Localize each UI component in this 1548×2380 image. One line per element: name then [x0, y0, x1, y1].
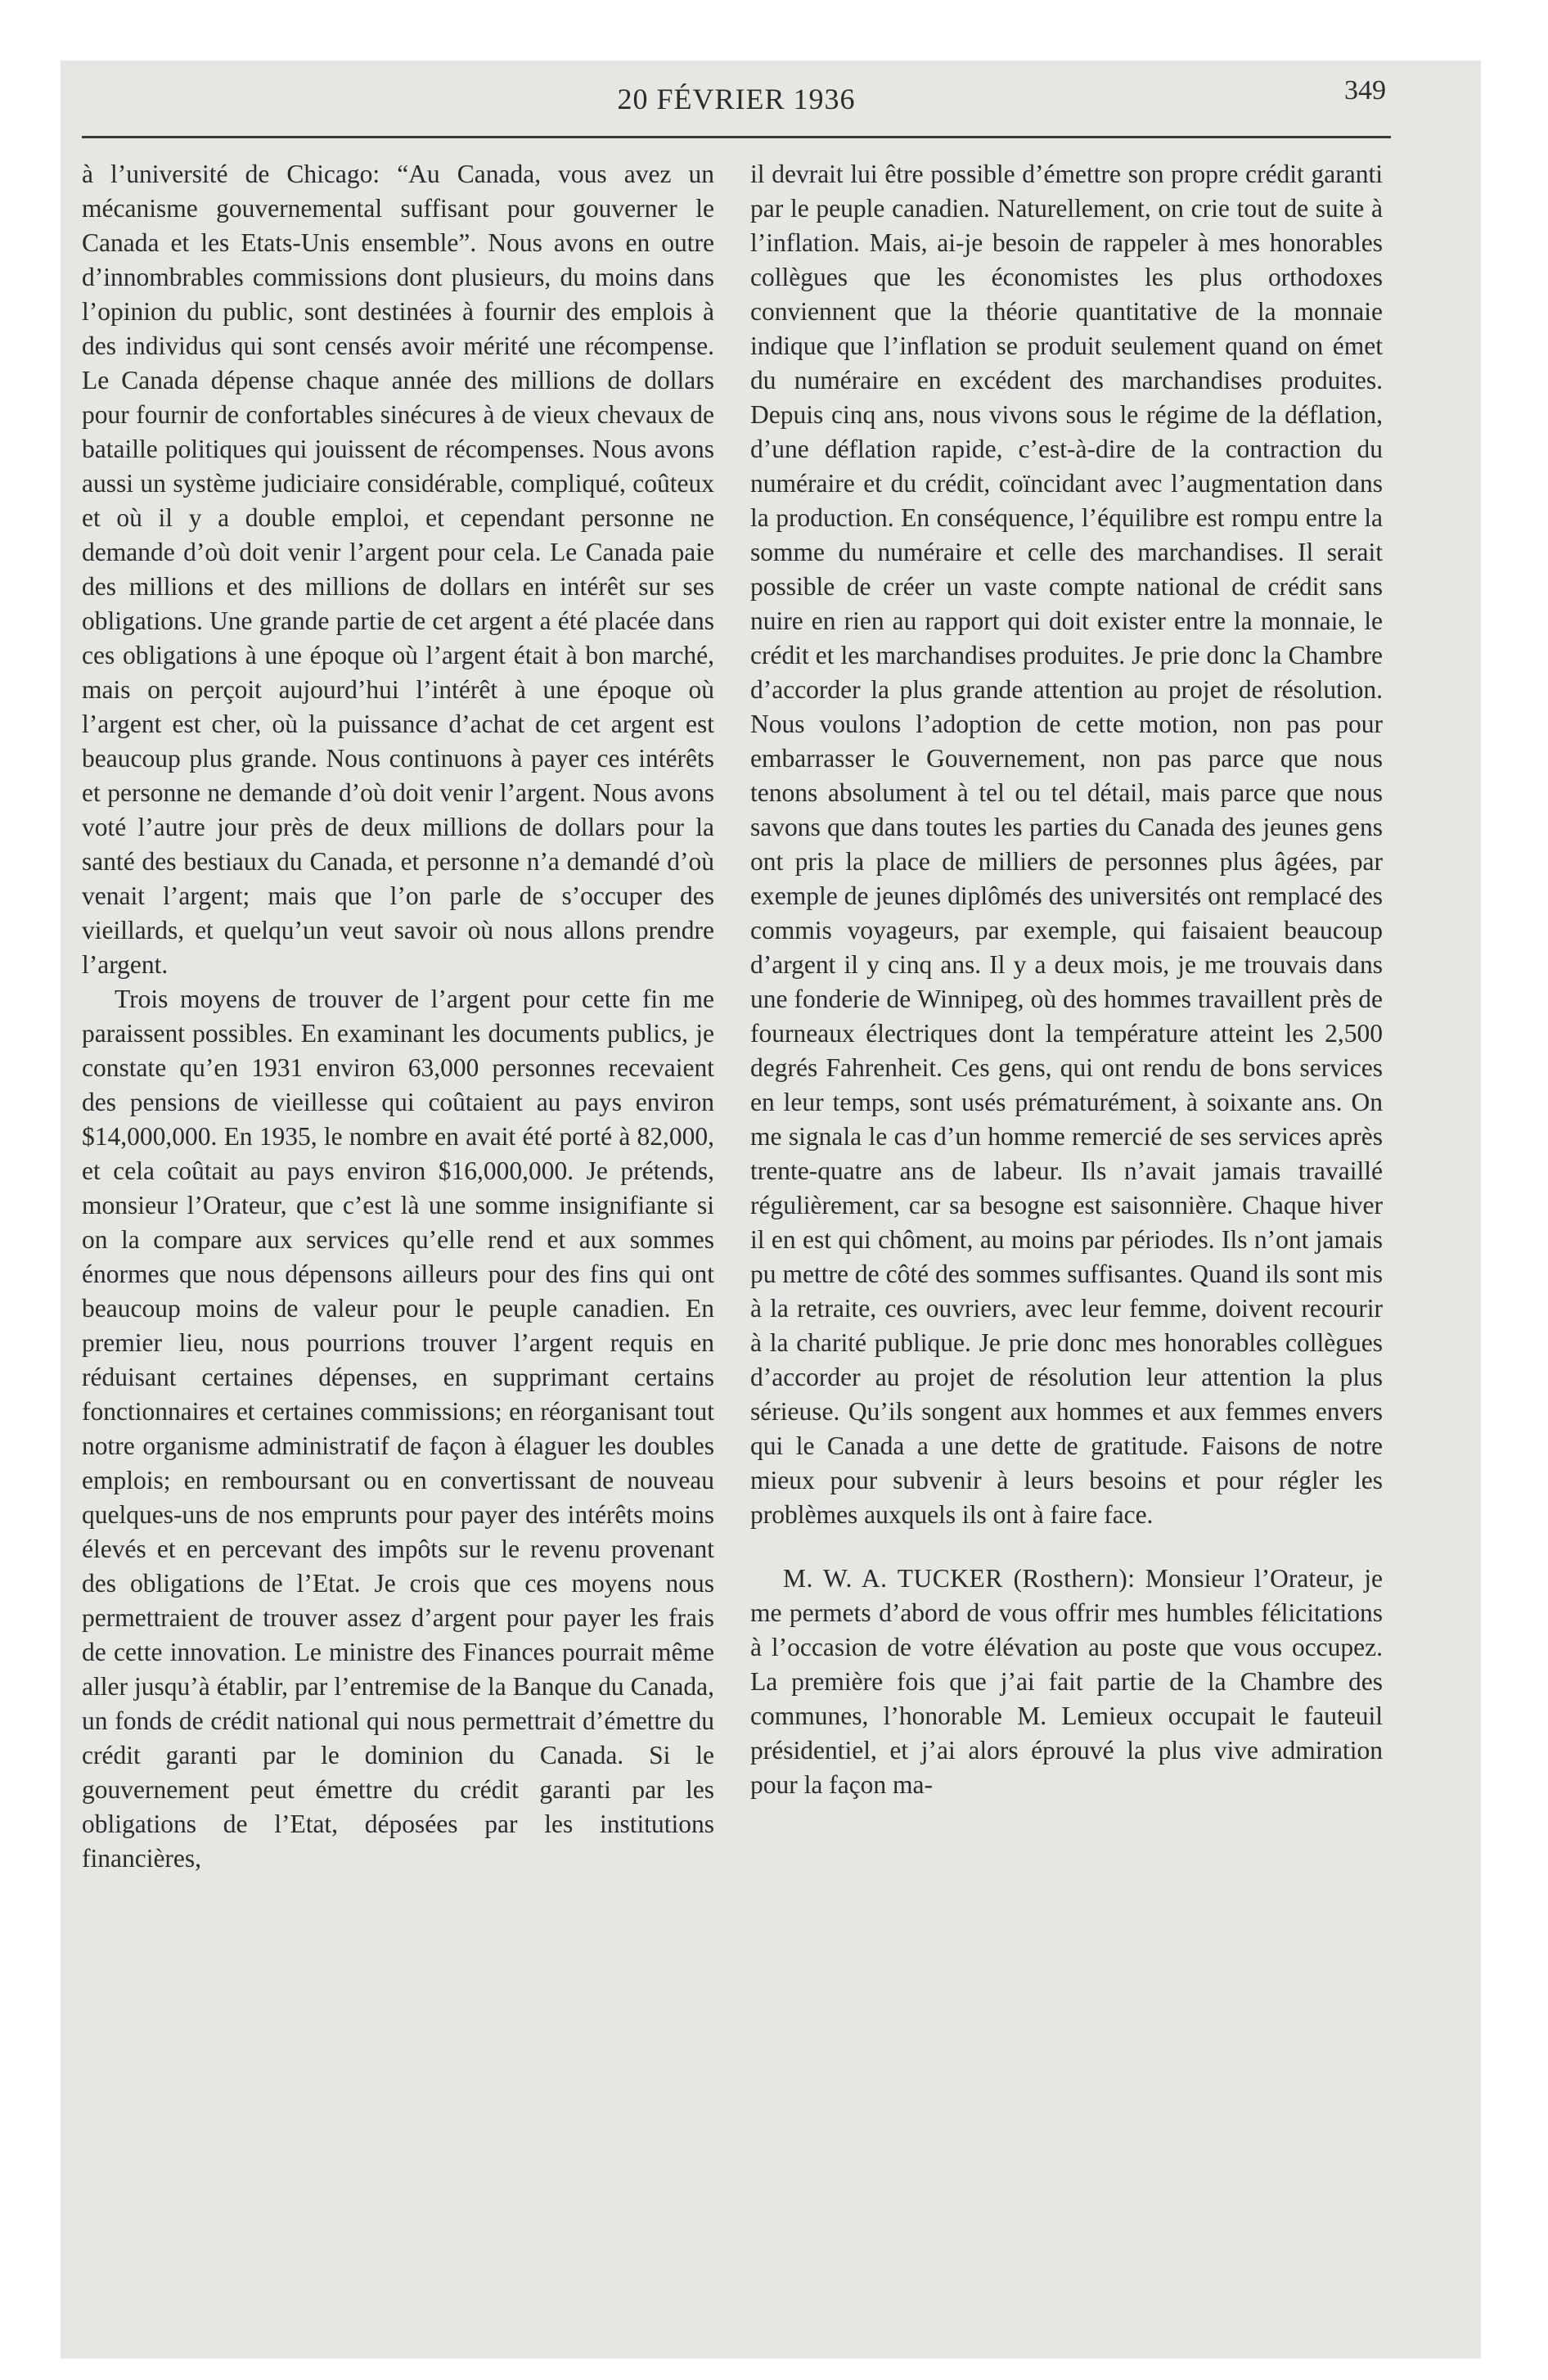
paragraph: il devrait lui être possible d’émettre son propre crédit garanti par le peuple canadien. Naturellement, on crie tout de suite à l’inflation. Mais, ai-je besoin de rappeler à mes honorables collègues que les économistes les plus orthodoxes conviennent que la théorie quantitative de la monnaie indique que l’inflation se produit seulement quand on émet du numéraire en excédent des marchandises produites. Depuis cinq ans, nous vivons sous le régime de la déflation, d’une déflation rapide, c’est-à-dire de la contraction du numéraire et du crédit, coïncidant avec l’augmentation dans la production. En conséquence, l’équilibre est rompu entre la somme du numéraire et celle des marchandises. Il serait possible de créer un vaste compte national de crédit sans nuire en rien au rapport qui doit exister entre la monnaie, le crédit et les marchandises produites. Je prie donc la Chambre d’accorder la plus grande attention au projet de résolution. Nous voulons l’adoption de cette motion, non pas pour embarrasser le Gouvernement, non pas parce que nous tenons absolument à tel ou tel détail, mais parce que nous savons que dans toutes les parties du Canada des jeunes gens ont pris la place de milliers de personnes plus âgées, par exemple de jeunes diplômés des universités ont remplacé des commis voyageurs, par exemple, qui faisaient beaucoup d’argent il y cinq ans. Il y a deux mois, je me trouvais dans une fonderie de Winnipeg, où des hommes travaillent près de fourneaux électriques dont la température atteint les 2,500 degrés Fahrenheit. Ces gens, qui ont rendu de bons services en leur temps, sont usés prématurément, à soixante ans. On me signala le cas d’un homme remercié de ses services après trente-quatre ans de labeur. Ils n’avait jamais travaillé régulièrement, car sa besogne est saisonnière. Chaque hiver il en est qui chôment, au moins par périodes. Ils n’ont jamais pu mettre de côté des sommes suffisantes. Quand ils sont mis à la retraite, ces ouvriers, avec leur femme, doivent recourir à la charité publique. Je prie donc mes honorables collègues d’accorder au projet de résolution leur attention la plus sérieuse. Qu’ils songent aux hommes et aux femmes envers qui le Canada a une dette de gratitude. Faisons de notre mieux pour subvenir à leurs besoins et pour régler les problèmes auxquels ils ont à faire face. [750, 160, 1383, 1529]
paragraph: Trois moyens de trouver de l’argent pour cette fin me paraissent possibles. En examinant les documents publics, je constate qu’en 1931 environ 63,000 personnes recevaient des pensions de vieillesse qui coûtaient au pays environ $14,000,000. En 1935, le nombre en avait été porté à 82,000, et cela coûtait au pays environ $16,000,000. Je prétends, monsieur l’Orateur, que c’est là une somme insignifiante si on la compare aux services qu’elle rend et aux sommes énormes que nous dépensons ailleurs pour des fins qui ont beaucoup moins de valeur pour le peuple canadien. En premier lieu, nous pourrions trouver l’argent requis en réduisant certaines dépenses, en supprimant certains fonctionnaires et certaines commissions; en réorganisant tout notre organisme administratif de façon à élaguer les doubles emplois; en remboursant ou en convertissant de nouveau quelques-uns de nos emprunts pour payer des intérêts moins élevés et en percevant des impôts sur le revenu provenant des obligations de l’Etat. Je crois que ces moyens nous permettraient de trouver assez d’argent pour payer les frais de cette innovation. Le ministre des Finances pourrait même aller jusqu’à établir, par l’entremise de la Banque du Canada, un fonds de crédit national qui nous permettrait d’émettre du crédit garanti par le dominion du Canada. Si le gouvernement peut émettre du crédit garanti par les obligations de l’Etat, déposées par les institutions financières, [82, 985, 714, 1873]
header-rule [82, 136, 1391, 138]
paragraph: à l’université de Chicago: “Au Canada, vous avez un mécanisme gouvernemental suffisant pour gouverner le Canada et les Etats-Unis ensemble”. Nous avons en outre d’innombrables commissions dont plusieurs, du moins dans l’opinion du public, sont destinées à fournir des emplois à des individus qui sont censés avoir mérité une récompense. Le Canada dépense chaque année des millions de dollars pour fournir de confortables sinécures à de vieux chevaux de bataille politiques qui jouissent de récompenses. Nous avons aussi un système judiciaire considérable, compliqué, coûteux et où il y a double emploi, et cependant personne ne demande d’où doit venir l’argent pour cela. Le Canada paie des millions et des millions de dollars en intérêt sur ses obligations. Une grande partie de cet argent a été placée dans ces obligations à une époque où l’argent était à bon marché, mais on perçoit aujourd’hui l’intérêt à une époque où l’argent est cher, où la puissance d’achat de cet argent est beaucoup plus grande. Nous continuons à payer ces intérêts et personne ne demande d’où doit venir l’argent. Nous avons voté l’autre jour près de deux millions de dollars pour la santé des bestiaux du Canada, et personne n’a demandé d’où venait l’argent; mais que l’on parle de s’occuper des vieillards, et quelqu’un veut savoir où nous allons prendre l’argent. [82, 160, 714, 979]
page-number: 349 [1344, 75, 1386, 106]
right-column [750, 157, 1383, 1802]
speech-paragraph [750, 1562, 1383, 1802]
running-head: 20 FÉVRIER 1936 [617, 83, 856, 115]
left-column [82, 157, 714, 1876]
speaker-name: M. W. A. TUCKER (Rosthern): [783, 1564, 1136, 1593]
page-header [82, 75, 1391, 131]
speech-text: Monsieur l’Orateur, je me permets d’abord de vous offrir mes humbles félicitations à l’occasion de votre élévation au poste que vous occupez. La première fois que j’ai fait partie de la Chambre des communes, l’honorable M. Lemieux occupait le fauteuil présidentiel, et j’ai alors éprouvé la plus vive admiration pour la façon ma- [750, 1564, 1383, 1799]
